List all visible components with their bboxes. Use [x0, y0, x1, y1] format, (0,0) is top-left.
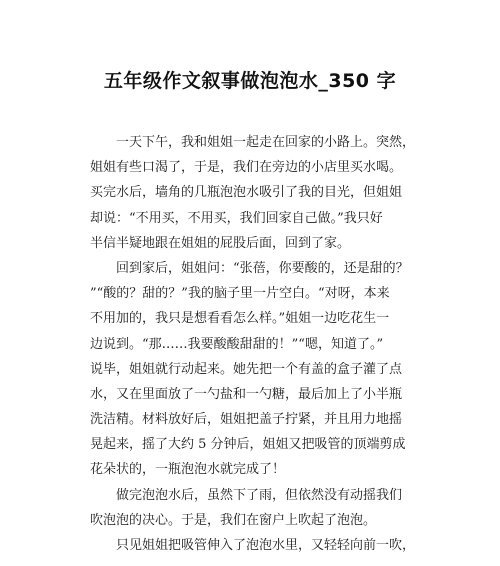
paragraph-line: 却说：“不用买，不用买，我们回家自己做。”我只好 [90, 210, 383, 226]
paragraph-line: 回到家后，姐姐问：“张蓓，你要酸的，还是甜的？ [116, 260, 409, 276]
paragraph-line: 只见姐姐把吸管伸入了泡泡水里，又轻轻向前一吹， [116, 538, 416, 553]
paragraph-line: 水，又在里面放了一勺盐和一勺糖，最后加上了小半瓶 [90, 386, 403, 402]
paragraph-line: 不用加的，我只是想看看怎么样。”姐姐一边吃花生一 [90, 311, 390, 327]
paragraph-line: 晃起来，摇了大约 5 分钟后，姐姐又把吸管的顶端剪成 [90, 437, 406, 453]
paragraph-line: ”“酸的？甜的？”我的脑子里一片空白。“对呀，本来 [90, 286, 390, 302]
paragraph-line: 吹泡泡的决心。于是，我们在窗户上吹起了泡泡。 [90, 512, 377, 528]
paragraph-line: 一天下午，我和姐姐一起走在回家的小路上。突然， [116, 135, 416, 150]
paragraph-line: 洗洁精。材料放好后，姐姐把盖子拧紧，并且用力地摇 [90, 412, 403, 428]
paragraph-line: 半信半疑地跟在姐姐的屁股后面，回到了家。 [90, 235, 351, 251]
paragraph-line: 做完泡泡水后，虽然下了雨，但依然没有动摇我们 [116, 487, 403, 503]
article-body [90, 130, 420, 558]
paragraph-line: 花朵状的，一瓶泡泡水就完成了！ [90, 462, 286, 478]
paragraph-line: 买完水后，墙角的几瓶泡泡水吸引了我的目光，但姐姐 [90, 185, 403, 201]
page-title: 五年级作文叙事做泡泡水_350 字 [103, 70, 397, 92]
paragraph-line: 姐姐有些口渴了，于是，我们在旁边的小店里买水喝。 [90, 160, 403, 176]
paragraph-line: 说毕，姐姐就行动起来。她先把一个有盖的盒子灌了点 [90, 361, 403, 377]
paragraph-line: 边说到。“那……我要酸酸甜甜的！”“嗯，知道了。” [90, 336, 384, 352]
